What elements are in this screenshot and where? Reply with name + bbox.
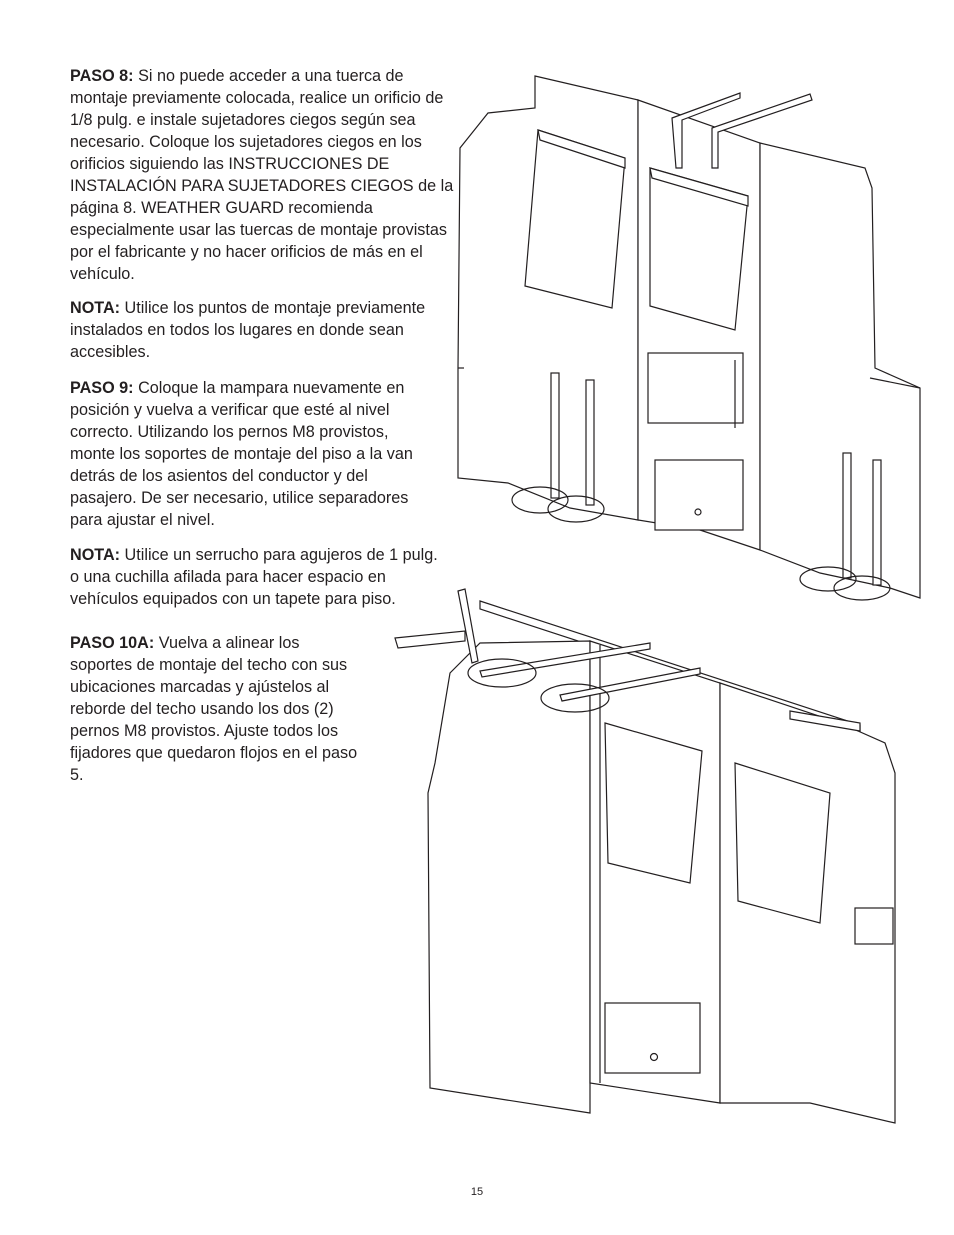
note-2-text: Utilice un serrucho para agujeros de 1 pulg. o una cuchilla afilada para hacer espacio en vehículos equipados con un tapete para piso. <box>70 546 438 608</box>
step-8-label: PASO 8: <box>70 67 134 85</box>
step-9-text: Coloque la mampara nuevamente en posición y vuelva a verificar que esté al nivel correcto. Utilizando los pernos M8 provistos, monte los soportes de montaje del piso a la van detrás de los asientos del conductor y del pasajero. De ser necesario, utilice separadores para ajustar el nivel. <box>70 379 413 529</box>
note-1-text: Utilice los puntos de montaje previamente instalados en todos los lugares en donde sean accesibles. <box>70 299 426 361</box>
step-9-label: PASO 9: <box>70 379 134 397</box>
step-8-text: Si no puede acceder a una tuerca de montaje previamente colocada, realice un orificio de 1/8 pulg. e instale sujetadores ciegos según sea necesario. Coloque los sujetadores ciegos en los orificios siguiendo las INSTRUCCIONES DE INSTALACIÓN PARA SUJETADORES CIEGOS de la página 8. WEATHER GUARD recomienda especialmente usar las tuercas de montaje provistas por el fabricante y no hacer orificios de más en el vehículo. <box>70 67 454 283</box>
step-10a-paragraph <box>70 632 365 786</box>
step-10a-label: PASO 10A: <box>70 634 155 652</box>
step-9-paragraph <box>70 377 435 531</box>
partition-roof-brackets-illustration <box>390 583 910 1143</box>
partition-floor-brackets-illustration <box>450 68 930 613</box>
note-1-label: NOTA: <box>70 299 121 317</box>
note-2-label: NOTA: <box>70 546 121 564</box>
page-number: 15 <box>470 1186 484 1198</box>
step-10a-text: Vuelva a alinear los soportes de montaje del techo con sus ubicaciones marcadas y ajústelos al reborde del techo usando los dos (2) pernos M8 provistos. Ajuste todos los fijadores que quedaron flojos en el paso 5. <box>70 634 358 784</box>
note-1-paragraph <box>70 297 455 363</box>
step-8-paragraph <box>70 65 455 285</box>
